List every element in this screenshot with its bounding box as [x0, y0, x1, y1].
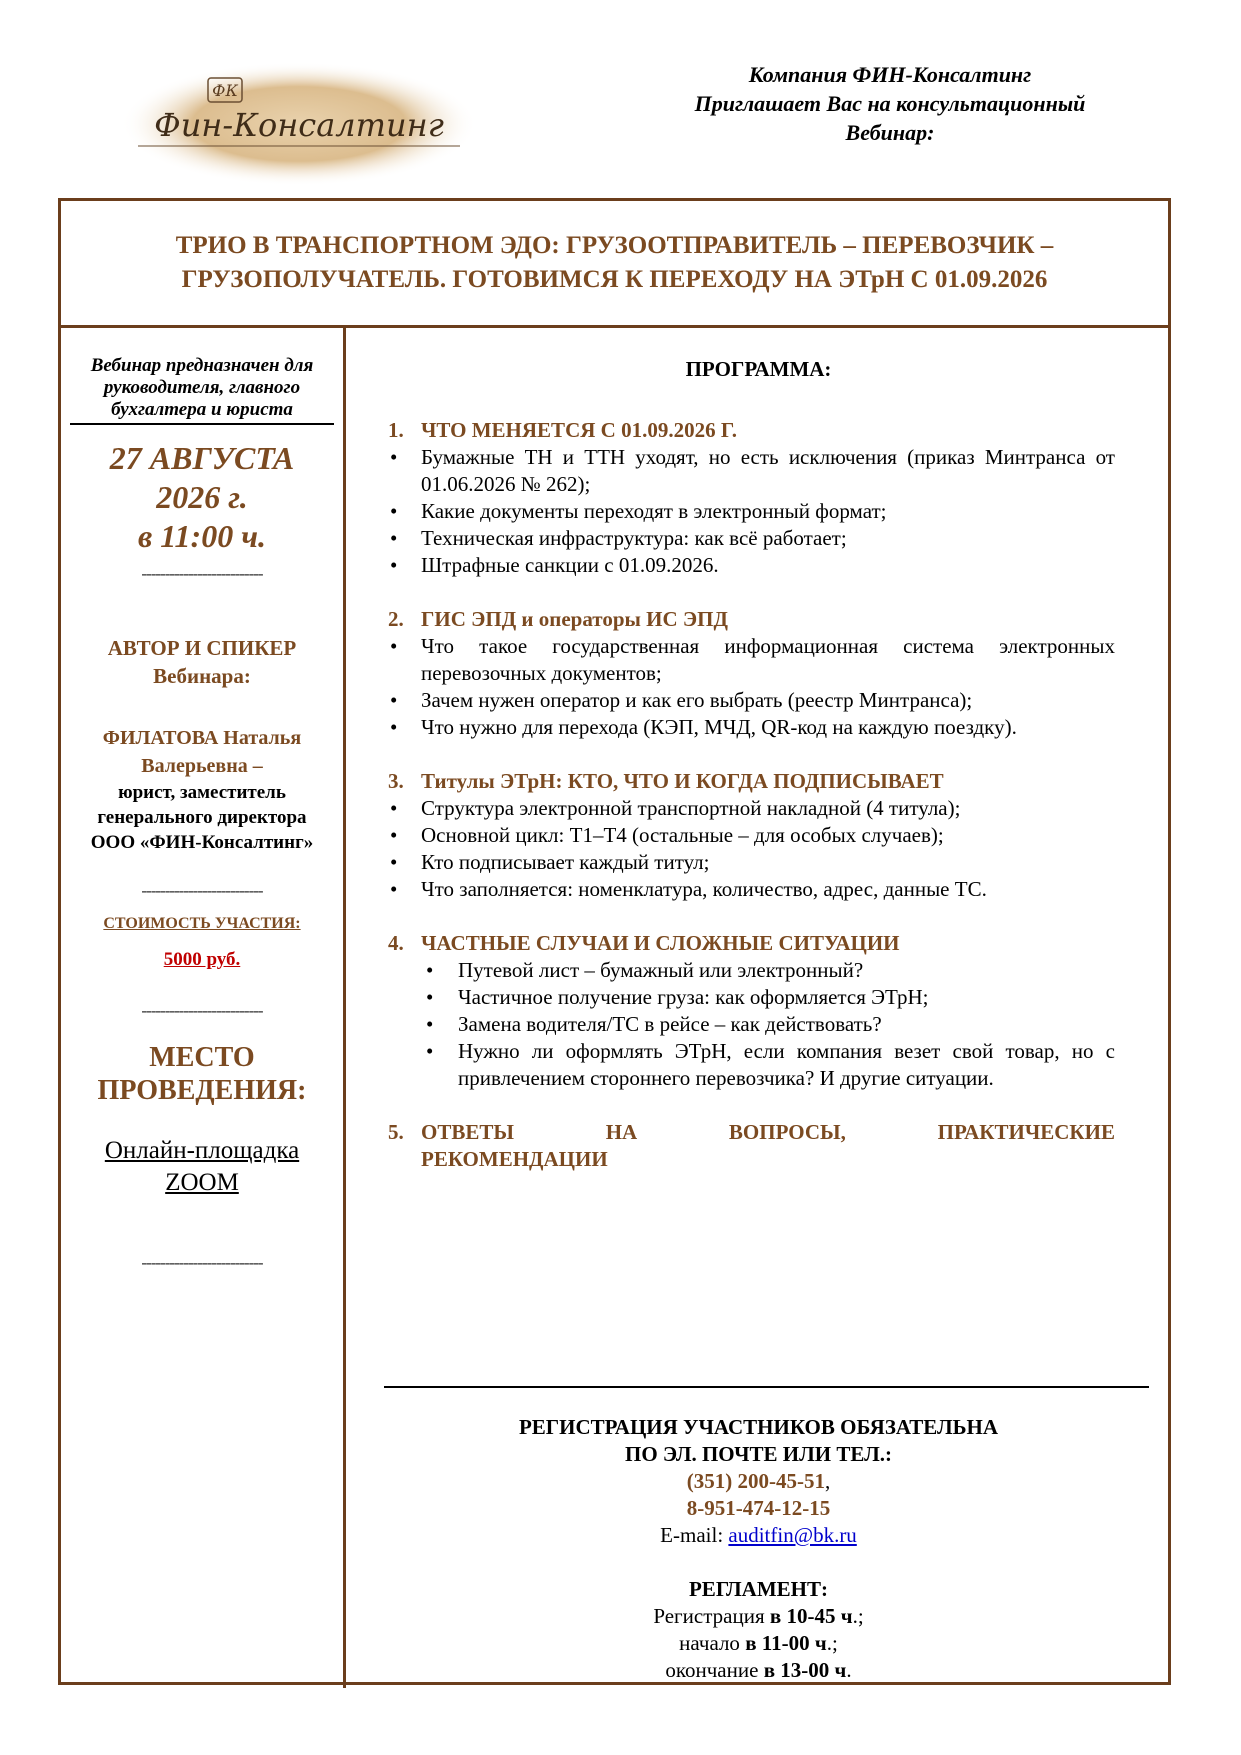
registration-heading: РЕГИСТРАЦИЯ УЧАСТНИКОВ ОБЯЗАТЕЛЬНА	[518, 1415, 999, 1439]
section-title	[388, 417, 1115, 444]
logo-text: Фин-Консалтинг	[154, 106, 444, 144]
reglament-line: окончание в 13-00 ч.	[665, 1658, 852, 1682]
speaker-block	[61, 634, 343, 855]
section-number: 4.	[388, 931, 404, 955]
speaker-heading: Вебинара:	[153, 664, 251, 688]
divider	[384, 1386, 1149, 1388]
section-number: 5.	[388, 1120, 404, 1144]
section-number: 2.	[388, 607, 404, 631]
place-value: Онлайн-площадка	[104, 1137, 300, 1164]
list-item: • Зачем нужен оператор и как его выбрать (реестр Минтранса);	[390, 688, 973, 712]
section-title	[388, 606, 1115, 633]
bullet-icon: •	[426, 1039, 434, 1063]
header-line: Компания ФИН-Консалтинг	[748, 62, 1032, 87]
list-item: • Какие документы переходят в электронный формат;	[390, 499, 887, 523]
registration-block	[346, 1414, 1171, 1684]
svg-text:ФК: ФК	[212, 81, 238, 100]
list-item: • Основной цикл: Т1–Т4 (остальные – для особых случаев);	[390, 823, 944, 847]
speaker-role: генерального директора	[97, 807, 307, 828]
program-section-1	[388, 417, 1115, 579]
title-line: ГРУЗОПОЛУЧАТЕЛЬ. ГОТОВИМСЯ К ПЕРЕХОДУ НА ЭТрН С 01.09.2026	[181, 266, 1048, 293]
dash-separator: --------------------------	[141, 1001, 263, 1020]
bullet-icon: •	[390, 796, 398, 820]
list-item: • Структура электронной транспортной накладной (4 титула);	[390, 796, 961, 820]
program-section-3	[388, 768, 1115, 903]
list-item: • Бумажные ТН и ТТН уходят, но есть исключения (приказ Минтранса от 01.06.2026 № 262);	[390, 445, 1115, 496]
phone-number[interactable]: 8-951-474-12-15	[686, 1496, 831, 1520]
section-label: ГИС ЭПД и операторы ИС ЭПД	[421, 607, 728, 631]
dash-separator: --------------------------	[141, 564, 263, 583]
list-item: • Техническая инфраструктура: как всё работает;	[390, 526, 847, 550]
phone-line: (351) 200-45-51,	[686, 1469, 831, 1493]
bullet-icon: •	[390, 634, 398, 658]
place-heading: ПРОВЕДЕНИЯ:	[97, 1075, 307, 1106]
registration-heading: ПО ЭЛ. ПОЧТЕ ИЛИ ТЕЛ.:	[624, 1442, 892, 1466]
bullet-icon: •	[426, 985, 434, 1009]
section-title	[388, 1119, 1115, 1146]
bullet-icon: •	[390, 823, 398, 847]
speaker-name: Валерьевна –	[141, 755, 263, 777]
program-column	[346, 325, 1171, 1682]
time-line: в 11:00 ч.	[138, 518, 266, 554]
list-item: • Путевой лист – бумажный или электронный?	[426, 958, 864, 982]
dash-separator: --------------------------	[141, 881, 263, 900]
title-line: ТРИО В ТРАНСПОРТНОМ ЭДО: ГРУЗООТПРАВИТЕЛЬ – ПЕРЕВОЗЧИК –	[175, 232, 1054, 259]
email-link[interactable]: auditfin@bk.ru	[728, 1523, 857, 1547]
bullet-icon: •	[390, 850, 398, 874]
list-item: • Что нужно для перехода (КЭП, МЧД, QR-код на каждую поездку).	[390, 715, 1017, 739]
section-items	[388, 795, 1115, 903]
section-number: 3.	[388, 769, 404, 793]
email-label: E-mail:	[660, 1523, 729, 1547]
page-title	[176, 229, 1054, 297]
section-items	[388, 633, 1115, 741]
bullet-icon: •	[390, 445, 398, 469]
price: 5000 руб.	[163, 949, 241, 970]
speaker-heading: АВТОР И СПИКЕР	[107, 636, 297, 660]
bullet-icon: •	[426, 1012, 434, 1036]
section-title	[388, 1146, 1115, 1173]
section-label: ОТВЕТЫ НА ВОПРОСЫ, ПРАКТИЧЕСКИЕ	[421, 1120, 1115, 1144]
bullet-icon: •	[390, 499, 398, 523]
speaker-role: юрист, заместитель	[118, 782, 286, 803]
section-number: 1.	[388, 418, 404, 442]
header-line: Вебинар:	[845, 120, 935, 145]
list-item: • Штрафные санкции с 01.09.2026.	[390, 553, 719, 577]
section-title	[388, 768, 1115, 795]
reglament-line: Регистрация в 10-45 ч.;	[653, 1604, 864, 1628]
speaker-name: ФИЛАТОВА Наталья	[102, 727, 302, 749]
title-box	[61, 201, 1168, 328]
dash-separator: --------------------------	[141, 1253, 263, 1272]
list-item: • Нужно ли оформлять ЭТрН, если компания везет свой товар, но с привлечением стороннего перевозчика? И другие ситуации.	[426, 1039, 1115, 1090]
section-items	[388, 957, 1115, 1092]
date-line: 2026 г.	[156, 479, 248, 515]
bullet-icon: •	[390, 715, 398, 739]
section-items	[388, 444, 1115, 579]
place-block	[61, 1041, 343, 1199]
list-item: • Что заполняется: номенклатура, количество, адрес, данные ТС.	[390, 877, 987, 901]
main-frame	[58, 198, 1171, 1685]
audience-text: Вебинар предназначен для руководителя, главного бухгалтера и юриста	[90, 355, 314, 420]
company-logo	[118, 60, 480, 188]
section-label: Титулы ЭТрН: КТО, ЧТО И КОГДА ПОДПИСЫВАЕТ	[421, 769, 944, 793]
program-heading: ПРОГРАММА:	[685, 357, 832, 381]
section-label: РЕКОМЕНДАЦИИ	[421, 1147, 608, 1171]
section-title	[388, 930, 1115, 957]
section-label: ЧАСТНЫЕ СЛУЧАИ И СЛОЖНЫЕ СИТУАЦИИ	[421, 931, 900, 955]
bullet-icon: •	[390, 553, 398, 577]
reglament-line: начало в 11-00 ч.;	[679, 1631, 838, 1655]
header-line: Приглашает Вас на консультационный	[694, 91, 1086, 116]
section-label: ЧТО МЕНЯЕТСЯ С 01.09.2026 Г.	[421, 418, 738, 442]
bullet-icon: •	[390, 688, 398, 712]
list-item: • Замена водителя/ТС в рейсе – как действовать?	[426, 1012, 882, 1036]
email-line	[346, 1522, 1171, 1549]
bullet-icon: •	[390, 526, 398, 550]
bullet-icon: •	[426, 958, 434, 982]
invitation-header	[650, 60, 1130, 147]
program-section-2	[388, 606, 1115, 741]
date-line: 27 АВГУСТА	[109, 440, 295, 476]
speaker-role: ООО «ФИН-Консалтинг»	[90, 832, 314, 853]
list-item: • Частичное получение груза: как оформляется ЭТрН;	[426, 985, 929, 1009]
list-item: • Что такое государственная информационная система электронных перевозочных документов;	[390, 634, 1115, 685]
list-item: • Кто подписывает каждый титул;	[390, 850, 710, 874]
place-value: ZOOM	[165, 1169, 239, 1196]
event-date	[61, 439, 343, 556]
left-column	[61, 325, 343, 1273]
place-heading: МЕСТО	[149, 1042, 255, 1073]
phone-number[interactable]: (351) 200-45-51	[686, 1469, 825, 1493]
reglament-heading: РЕГЛАМЕНТ:	[688, 1577, 828, 1601]
program-section-4	[388, 930, 1115, 1092]
program-section-5	[388, 1119, 1115, 1173]
bullet-icon: •	[390, 877, 398, 901]
divider	[70, 423, 334, 425]
cost-label: СТОИМОСТЬ УЧАСТИЯ:	[103, 915, 301, 932]
